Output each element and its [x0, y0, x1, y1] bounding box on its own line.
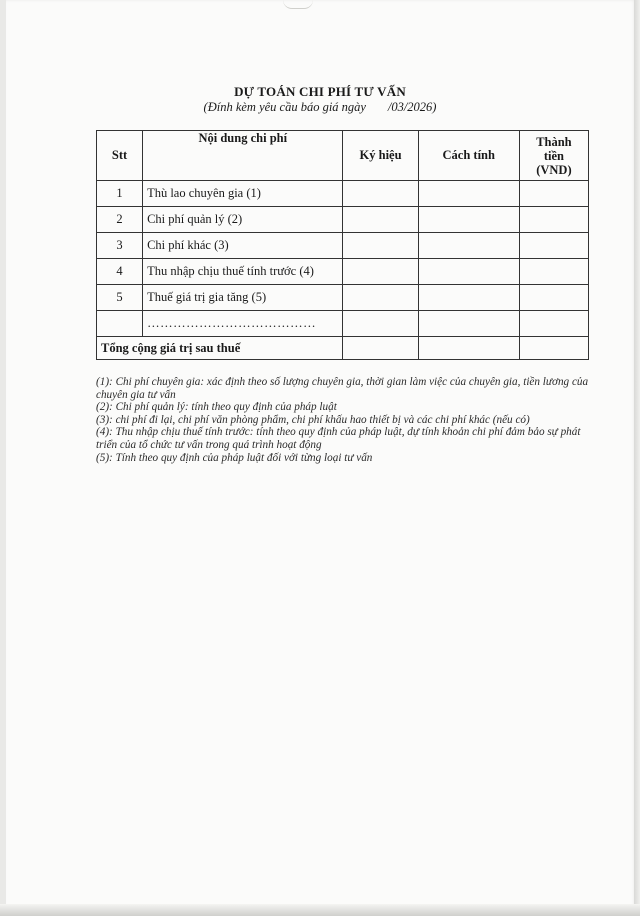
row-calculation-cell	[418, 285, 519, 311]
header-calculation: Cách tính	[418, 131, 519, 181]
row-symbol-cell	[343, 207, 418, 233]
footnote-1: (1): Chi phí chuyên gia: xác định theo số lượng chuyên gia, thời gian làm việc của chuyên gia, tiền lương của chuyên gia tư vấn	[96, 376, 589, 401]
table-row	[97, 207, 589, 233]
total-symbol-cell	[343, 337, 418, 360]
row-stt: 1	[97, 181, 143, 207]
scan-bottom-edge	[0, 904, 640, 916]
footnotes	[96, 376, 592, 464]
table-row-placeholder	[97, 311, 589, 337]
row-stt: 3	[97, 233, 143, 259]
footnote-5: (5): Tính theo quy định của pháp luật đối với từng loại tư vấn	[96, 451, 373, 464]
cost-estimate-table	[96, 130, 589, 360]
row-calculation-cell	[418, 181, 519, 207]
header-amount-line3: (VND)	[536, 162, 572, 177]
row-calculation-cell	[418, 233, 519, 259]
total-label: Tổng cộng giá trị sau thuế	[97, 337, 343, 360]
row-amount-cell	[519, 233, 588, 259]
row-calculation-cell	[418, 311, 519, 337]
document-title: DỰ TOÁN CHI PHÍ TƯ VẤN	[234, 84, 406, 99]
table-header-row	[97, 131, 589, 181]
header-content: Nội dung chi phí	[143, 131, 343, 181]
row-calculation-cell	[418, 207, 519, 233]
row-stt: 5	[97, 285, 143, 311]
footnote-4: (4): Thu nhập chịu thuế tính trước: tính theo quy định của pháp luật, dự tính khoản chi phí đảm bảo sự phát triển của tổ chức tư vấn trong quá trình hoạt động	[96, 426, 581, 451]
row-amount-cell	[519, 259, 588, 285]
row-symbol-cell	[343, 285, 418, 311]
row-symbol-cell	[343, 259, 418, 285]
header-stt: Stt	[97, 131, 143, 181]
row-stt: 2	[97, 207, 143, 233]
header-symbol: Ký hiệu	[343, 131, 418, 181]
paper-edge	[634, 0, 640, 916]
footnote-3: (3): chi phí đi lại, chi phí văn phòng phẩm, chi phí khấu hao thiết bị và các chi phí khác (nếu có)	[96, 413, 530, 426]
footnote-2: (2): Chi phí quản lý: tính theo quy định của pháp luật	[96, 401, 337, 414]
total-calculation-cell	[418, 337, 519, 360]
table-row	[97, 233, 589, 259]
row-content: Thuế giá trị gia tăng (5)	[143, 285, 343, 311]
row-symbol-cell	[343, 311, 418, 337]
row-content: Thù lao chuyên gia (1)	[143, 181, 343, 207]
table-total-row	[97, 337, 589, 360]
row-amount-cell	[519, 207, 588, 233]
header-amount-line2: tiền	[543, 148, 564, 163]
staple-mark	[283, 0, 313, 9]
placeholder-dots: …………………………………	[143, 311, 343, 337]
total-amount-cell	[519, 337, 588, 360]
row-stt: 4	[97, 259, 143, 285]
row-symbol-cell	[343, 181, 418, 207]
row-stt	[97, 311, 143, 337]
header-amount-line1: Thành	[536, 134, 572, 149]
table-row	[97, 259, 589, 285]
row-amount-cell	[519, 285, 588, 311]
row-content: Chi phí quản lý (2)	[143, 207, 343, 233]
row-calculation-cell	[418, 259, 519, 285]
row-content: Chi phí khác (3)	[143, 233, 343, 259]
document-subtitle: (Đính kèm yêu cầu báo giá ngày /03/2026)	[203, 100, 437, 114]
row-amount-cell	[519, 311, 588, 337]
header-amount	[519, 131, 588, 181]
table-row	[97, 285, 589, 311]
table-row	[97, 181, 589, 207]
row-symbol-cell	[343, 233, 418, 259]
row-content: Thu nhập chịu thuế tính trước (4)	[143, 259, 343, 285]
row-amount-cell	[519, 181, 588, 207]
